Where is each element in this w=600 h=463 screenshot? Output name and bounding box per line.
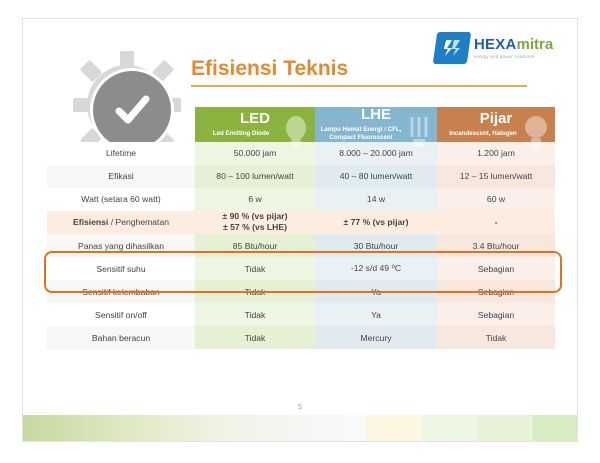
- header-led: [195, 107, 315, 142]
- table-row: [47, 165, 555, 188]
- cell-led: 80 – 100 lumen/watt: [195, 165, 315, 188]
- cell-lhe: 30 Btu/hour: [315, 234, 437, 257]
- slide-canvas: [22, 18, 578, 442]
- header-pijar-sub: Incandescent, Halogen: [449, 129, 517, 137]
- cell-lhe-efisiensi: ± 77 % (vs pijar): [315, 211, 437, 234]
- cell-lhe: -12 s/d 49 ⁰C: [315, 257, 437, 280]
- row-label: Sensitif kelembaban: [47, 280, 195, 303]
- hexagon-energy-icon: [433, 32, 471, 64]
- row-label: Panas yang dihasilkan: [47, 234, 195, 257]
- logo-text-mitra: mitra: [516, 35, 554, 53]
- row-label: Sensitif on/off: [47, 303, 195, 326]
- table-row: [47, 234, 555, 257]
- header-pijar: [437, 107, 555, 142]
- header-pijar-name: Pijar: [479, 109, 513, 127]
- cell-lhe: Ya: [315, 280, 437, 303]
- cell-led-efisiensi-line2: ± 57 % (vs LHE): [223, 222, 287, 233]
- cell-led-efisiensi: [195, 211, 315, 234]
- cell-pijar-efisiensi: -: [437, 211, 555, 234]
- cell-led: Tidak: [195, 303, 315, 326]
- cell-lhe: Ya: [315, 303, 437, 326]
- cell-lhe: 40 – 80 lumen/watt: [315, 165, 437, 188]
- row-label-efisiensi: [47, 211, 195, 234]
- cell-pijar: Sebagian: [437, 280, 555, 303]
- cell-led: Tidak: [195, 280, 315, 303]
- cell-led: 85 Btu/hour: [195, 234, 315, 257]
- cell-lhe: 14 w: [315, 188, 437, 211]
- cfl-bulb-icon: [407, 113, 431, 155]
- cell-lhe: Mercury: [315, 326, 437, 349]
- table-row: [47, 257, 555, 280]
- cell-lhe: 8.000 – 20.000 jam: [315, 142, 437, 165]
- cell-pijar: 60 w: [437, 188, 555, 211]
- table-row-highlighted: [47, 211, 555, 234]
- logo-tagline: energy and power solutions: [474, 53, 535, 59]
- table-row: [47, 188, 555, 211]
- table-row: [47, 303, 555, 326]
- cell-pijar: Sebagian: [437, 257, 555, 280]
- cell-led: Tidak: [195, 326, 315, 349]
- page-number: 5: [298, 404, 302, 411]
- header-led-name: LED: [240, 109, 270, 127]
- header-lhe-sub: Lampu Hemat Energi / CFL, Compact Fluorescent: [320, 126, 402, 141]
- comparison-table: [47, 107, 555, 349]
- page-title: Efisiensi Teknis: [191, 57, 349, 80]
- row-label: Lifetime: [47, 142, 195, 165]
- row-label: Watt (setara 60 watt): [47, 188, 195, 211]
- title-divider: [191, 85, 527, 87]
- incandescent-bulb-icon: [523, 113, 549, 155]
- row-label: Bahan beracun: [47, 326, 195, 349]
- row-label-efisiensi-rest: / Penghematan: [108, 217, 170, 228]
- footer-gradient: [23, 415, 366, 441]
- cell-led: 6 w: [195, 188, 315, 211]
- cell-pijar: 12 – 15 lumen/watt: [437, 165, 555, 188]
- cell-led: Tidak: [195, 257, 315, 280]
- header-lhe: [315, 107, 437, 142]
- row-label-efisiensi-bold: Efisiensi: [72, 217, 109, 228]
- footer-decoration: [23, 415, 577, 441]
- cell-led: 50.000 jam: [195, 142, 315, 165]
- cell-pijar: Tidak: [437, 326, 555, 349]
- header-blank: [47, 107, 195, 142]
- cell-pijar: Sebagian: [437, 303, 555, 326]
- company-logo: [435, 29, 563, 67]
- cell-led-efisiensi-line1: ± 90 % (vs pijar): [222, 210, 288, 221]
- row-label: Sensitif suhu: [47, 257, 195, 280]
- table-row: [47, 280, 555, 303]
- row-label: Efikasi: [47, 165, 195, 188]
- header-led-sub: Led Emitting Diode: [212, 129, 270, 137]
- table-row: [47, 326, 555, 349]
- cell-pijar: 3.4 Btu/hour: [437, 234, 555, 257]
- header-lhe-name: LHE: [361, 106, 391, 123]
- logo-text-hexa: HEXA: [474, 35, 517, 53]
- cell-pijar: 1.200 jam: [437, 142, 555, 165]
- table-header-row: [47, 107, 555, 142]
- led-bulb-icon: [283, 113, 309, 155]
